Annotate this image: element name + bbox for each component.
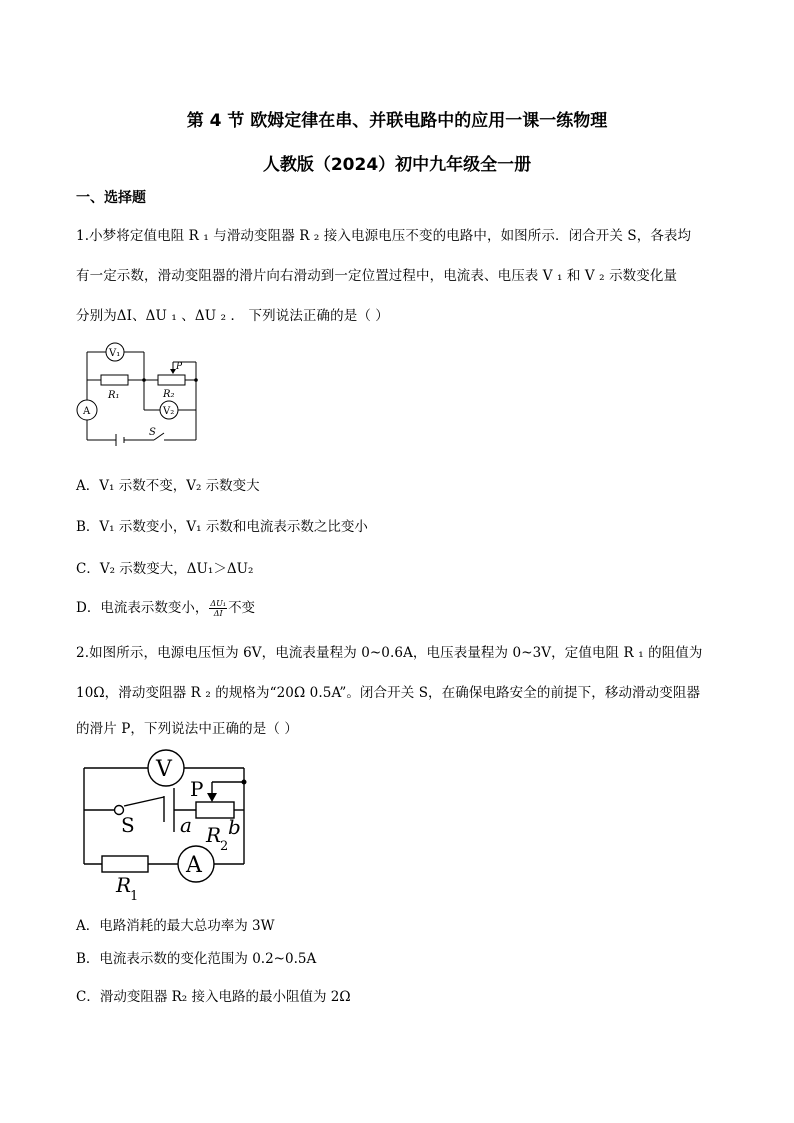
q1-option-d-fraction <box>209 599 227 618</box>
q1-option-d-prefix: D．电流表示数变小， <box>76 600 209 616</box>
section-heading: 一、选择题 <box>76 190 146 206</box>
q1-option-d-denominator: ΔI <box>213 609 223 618</box>
q2-point-b-label: b <box>228 815 241 839</box>
q2-r2-label: R <box>206 823 222 847</box>
q1-option-d-suffix: 不变 <box>228 600 256 616</box>
q2-line-3: 的滑片 P，下列说法中正确的是（ ） <box>76 721 298 737</box>
q1-circuit-diagram <box>76 342 216 447</box>
q1-line-1: 1.小梦将定值电阻 R ₁ 与滑动变阻器 R ₂ 接入电源电压不变的电路中，如图所示．闭合开关 S，各表均 <box>76 228 692 244</box>
q1-line-2: 有一定示数，滑动变阻器的滑片向右滑动到一定位置过程中，电流表、电压表 V ₁ 和 V ₂ 示数变化量 <box>76 268 678 284</box>
q2-switch-label: S <box>121 813 135 837</box>
q2-r2-subscript: 2 <box>220 839 229 854</box>
q2-p-label: P <box>190 777 204 801</box>
q1-switch-label: S <box>149 427 156 438</box>
q1-v2-label: V₂ <box>163 406 175 417</box>
q1-p-label: P <box>176 362 183 372</box>
q1-ammeter-label: A <box>83 406 91 417</box>
q1-option-d <box>76 596 255 618</box>
q2-point-a-label: a <box>180 813 192 837</box>
q1-option-b: B．V₁ 示数变小，V₁ 示数和电流表示数之比变小 <box>76 519 368 535</box>
q2-r1-subscript: 1 <box>130 889 139 903</box>
q1-r1-label: R₁ <box>108 390 120 401</box>
q2-option-b: B．电流表示数的变化范围为 0.2~0.5A <box>76 951 317 967</box>
q2-r1-label: R <box>116 873 132 897</box>
q1-option-a: A．V₁ 示数不变，V₂ 示数变大 <box>76 478 260 494</box>
q1-option-c: C．V₂ 示数变大，ΔU₁＞ΔU₂ <box>76 561 254 577</box>
q1-r2-label: R₂ <box>163 389 175 400</box>
title-line-1: 第 4 节 欧姆定律在串、并联电路中的应用一课一练物理 <box>186 111 608 131</box>
q2-option-c: C．滑动变阻器 R₂ 接入电路的最小阻值为 2Ω <box>76 989 351 1005</box>
q2-line-2: 10Ω，滑动变阻器 R ₂ 的规格为“20Ω 0.5A”。闭合开关 S，在确保电路安全的前提下，移动滑动变阻器 <box>76 685 701 701</box>
q1-option-d-numerator: ΔU₁ <box>210 599 227 608</box>
q2-ammeter-label: A <box>186 853 202 878</box>
q2-voltmeter-label: V <box>156 757 172 782</box>
q2-line-1: 2.如图所示，电源电压恒为 6V，电流表量程为 0~0.6A，电压表量程为 0~3V，定值电阻 R ₁ 的阻值为 <box>76 645 703 661</box>
q1-line-3: 分别为ΔI、ΔU ₁ 、ΔU ₂ ． 下列说法正确的是（ ） <box>76 308 389 324</box>
q1-v1-label: V₁ <box>109 348 121 359</box>
title-line-2: 人教版（2024）初中九年级全一册 <box>262 155 532 175</box>
q2-option-a: A．电路消耗的最大总功率为 3W <box>76 918 275 934</box>
q2-circuit-diagram <box>76 748 266 903</box>
